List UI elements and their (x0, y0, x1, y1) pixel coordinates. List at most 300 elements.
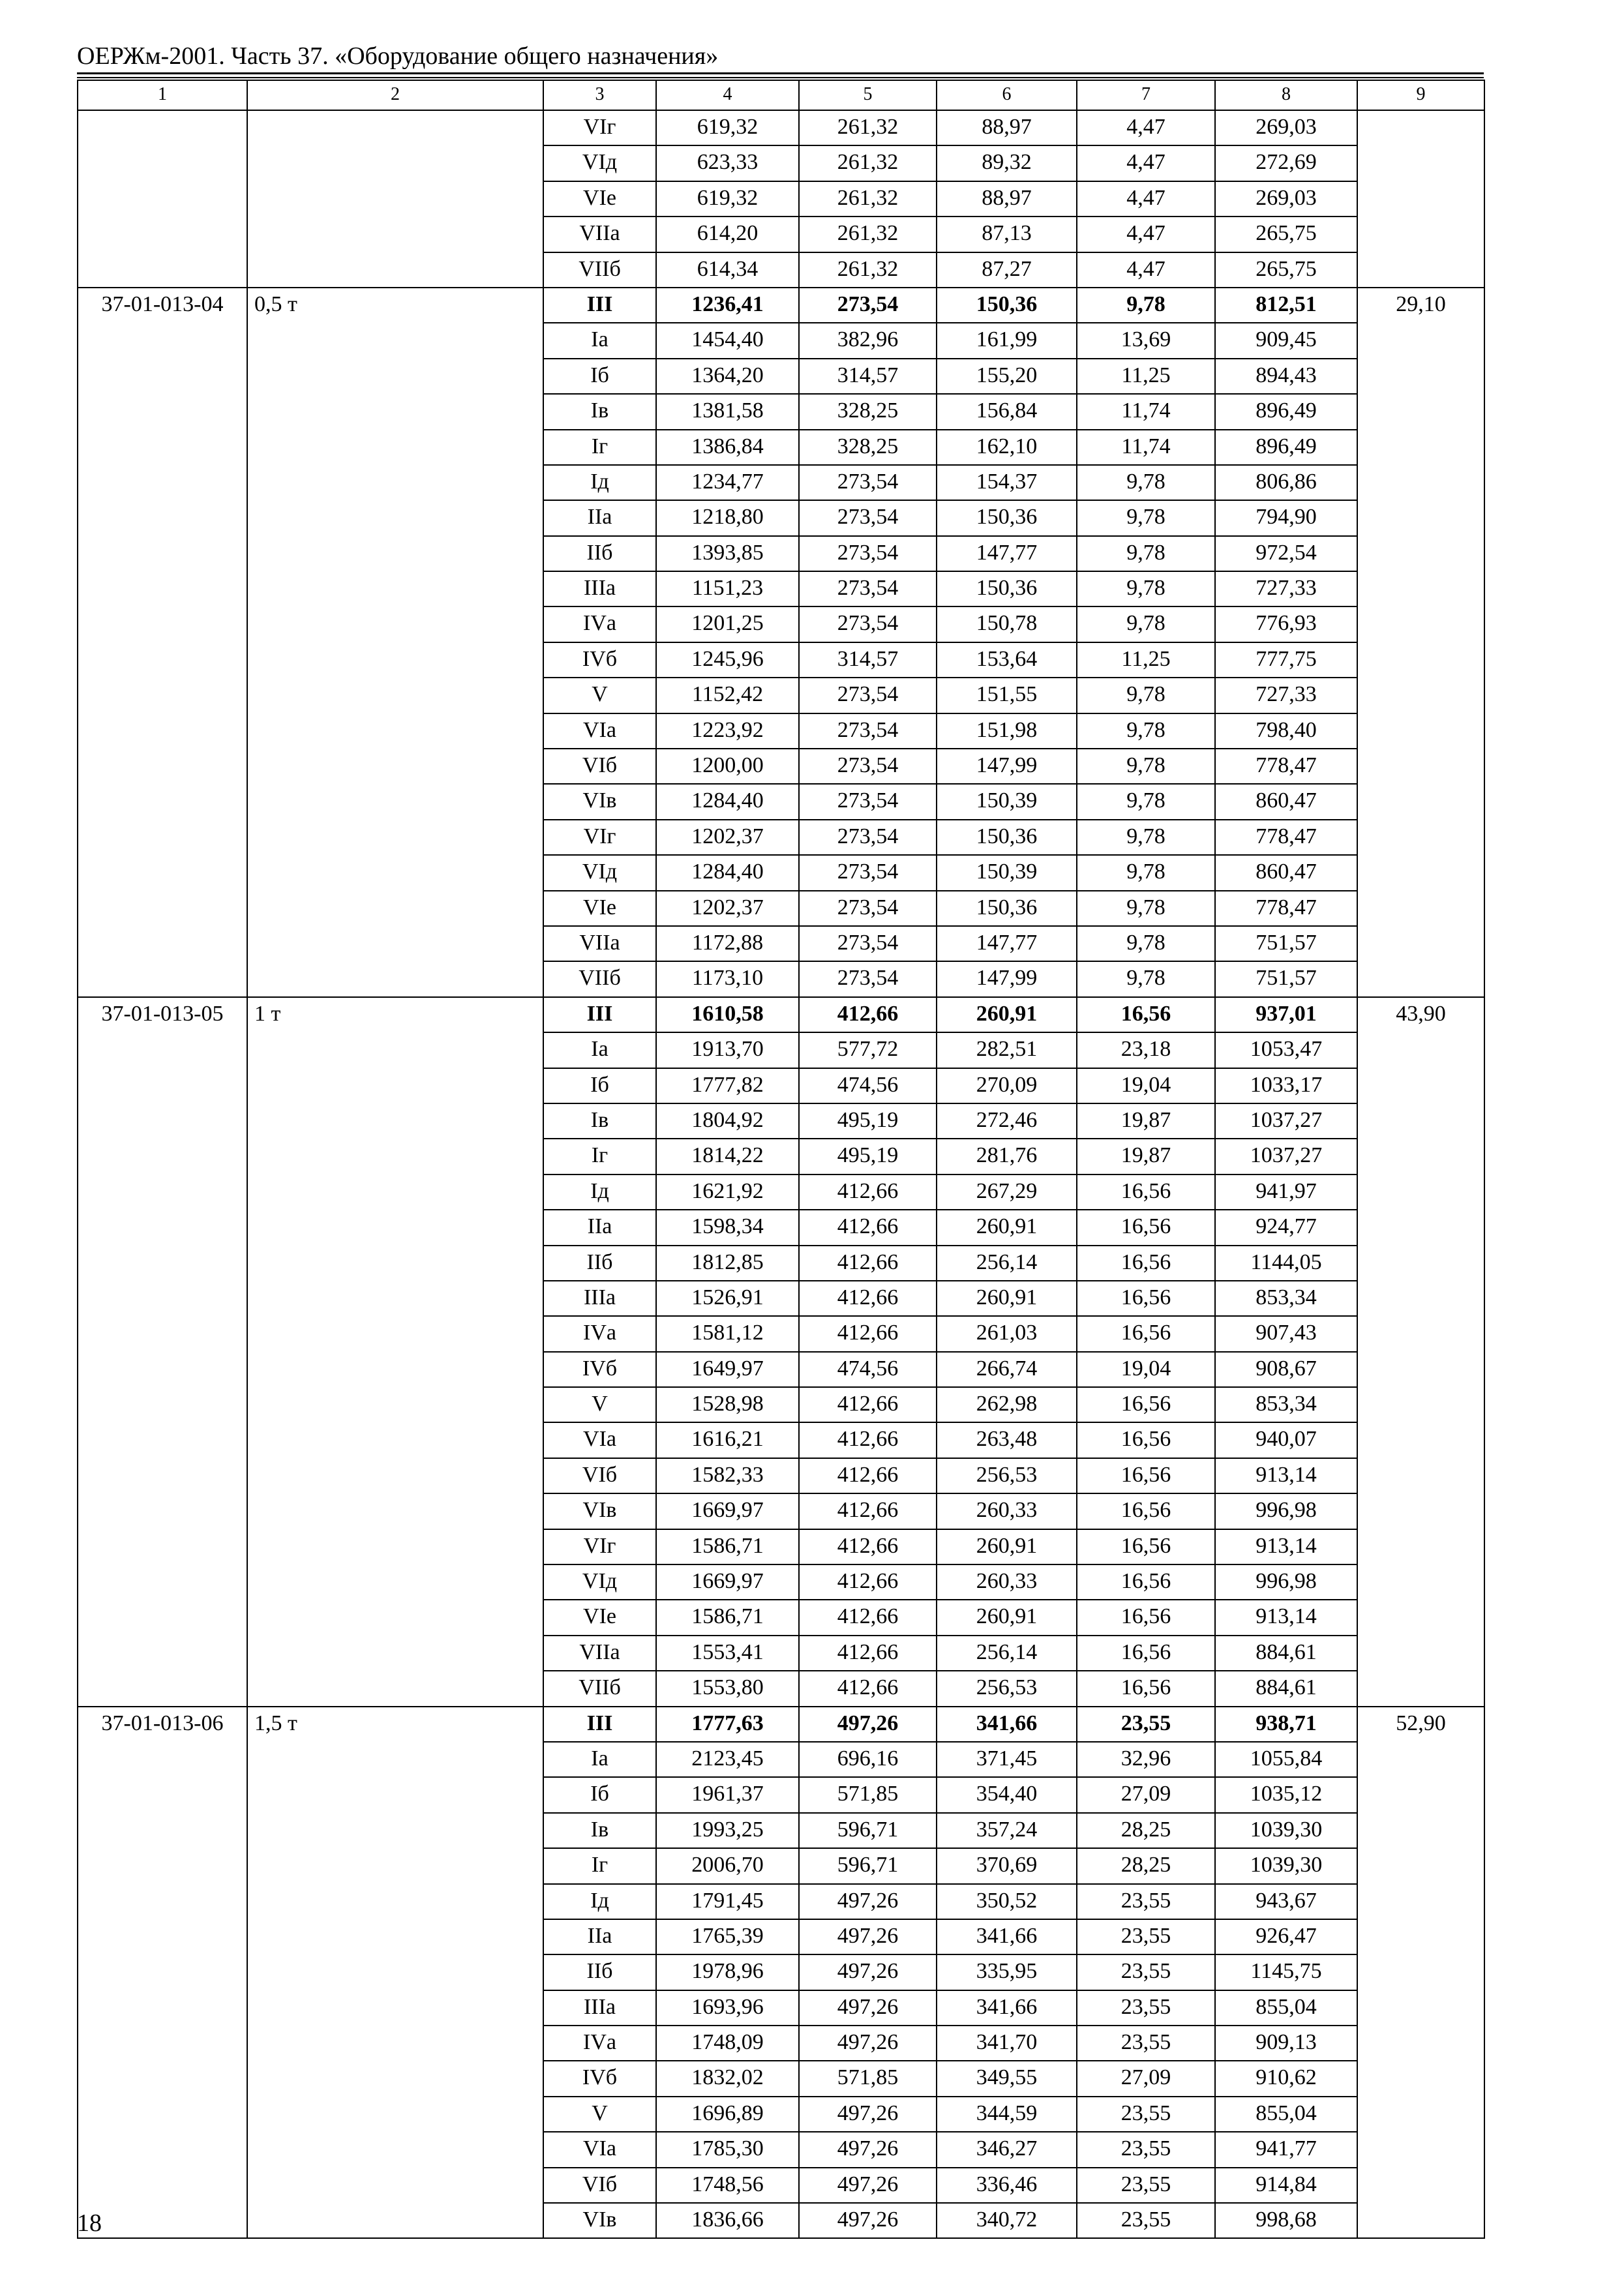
value-cell: 346,27 (937, 2132, 1077, 2167)
value-cell: 794,90 (1215, 500, 1357, 535)
value-cell: 11,74 (1077, 430, 1215, 465)
value-cell: 9,78 (1077, 855, 1215, 890)
variant-cell: Iб (543, 359, 656, 394)
value-cell: 151,55 (937, 678, 1077, 713)
variant-cell: Iб (543, 1777, 656, 1812)
value-cell: 9,78 (1077, 465, 1215, 500)
value-cell: 1381,58 (656, 394, 799, 429)
value-cell: 1055,84 (1215, 1742, 1357, 1777)
value-cell: 16,56 (1077, 1210, 1215, 1245)
value-cell: 273,54 (799, 713, 937, 749)
value-cell: 150,36 (937, 500, 1077, 535)
value-cell: 147,99 (937, 961, 1077, 996)
value-cell: 1748,56 (656, 2168, 799, 2203)
value-cell: 910,62 (1215, 2061, 1357, 2096)
value-cell: 344,59 (937, 2097, 1077, 2132)
variant-cell: VIв (543, 1493, 656, 1529)
value-cell: 151,98 (937, 713, 1077, 749)
value-cell: 4,47 (1077, 181, 1215, 217)
value-cell: 261,32 (799, 252, 937, 288)
value-cell: 16,56 (1077, 1422, 1215, 1458)
variant-cell: Iг (543, 1848, 656, 1883)
column-header: 9 (1357, 80, 1484, 110)
value-cell: 9,78 (1077, 500, 1215, 535)
value-cell: 28,25 (1077, 1848, 1215, 1883)
value-cell: 1598,34 (656, 1210, 799, 1245)
value-cell: 1386,84 (656, 430, 799, 465)
variant-cell: Iб (543, 1068, 656, 1103)
variant-cell: VIе (543, 891, 656, 926)
value-cell: 1669,97 (656, 1564, 799, 1600)
value-cell: 1234,77 (656, 465, 799, 500)
value-cell: 1037,27 (1215, 1139, 1357, 1174)
variant-cell: VIд (543, 145, 656, 181)
value-cell: 1978,96 (656, 1954, 799, 1990)
value-cell: 88,97 (937, 181, 1077, 217)
value-cell: 894,43 (1215, 359, 1357, 394)
value-cell: 412,66 (799, 1564, 937, 1600)
value-cell: 147,77 (937, 536, 1077, 571)
variant-cell: Iг (543, 430, 656, 465)
value-cell: 495,19 (799, 1139, 937, 1174)
value-cell: 1152,42 (656, 678, 799, 713)
value-cell: 1039,30 (1215, 1813, 1357, 1848)
variant-cell: V (543, 2097, 656, 2132)
value-cell: 1201,25 (656, 606, 799, 642)
value-cell: 16,56 (1077, 997, 1215, 1032)
value-cell: 4,47 (1077, 110, 1215, 145)
value-cell: 1526,91 (656, 1281, 799, 1316)
value-cell: 16,56 (1077, 1564, 1215, 1600)
value-cell: 273,54 (799, 855, 937, 890)
value-cell: 1832,02 (656, 2061, 799, 2096)
value-cell: 150,39 (937, 784, 1077, 819)
value-cell: 1693,96 (656, 1990, 799, 2026)
variant-cell: Iв (543, 1813, 656, 1848)
variant-cell: IIа (543, 1210, 656, 1245)
value-cell: 273,54 (799, 465, 937, 500)
value-cell: 1245,96 (656, 642, 799, 678)
value-cell: 260,33 (937, 1493, 1077, 1529)
variant-cell: IVб (543, 2061, 656, 2096)
variant-cell: IIб (543, 1954, 656, 1990)
variant-cell: VIб (543, 1458, 656, 1493)
value-cell: 1836,66 (656, 2203, 799, 2238)
value-cell: 751,57 (1215, 961, 1357, 996)
variant-cell: IIIа (543, 1990, 656, 2026)
value-cell: 354,40 (937, 1777, 1077, 1812)
table-header-row (78, 80, 1484, 110)
value-cell: 23,55 (1077, 2132, 1215, 2167)
value-cell: 89,32 (937, 145, 1077, 181)
value-cell: 1284,40 (656, 855, 799, 890)
value-cell: 150,36 (937, 571, 1077, 606)
variant-cell: VIа (543, 1422, 656, 1458)
value-cell: 314,57 (799, 359, 937, 394)
value-cell: 497,26 (799, 1954, 937, 1990)
value-cell: 262,98 (937, 1387, 1077, 1422)
value-cell: 263,48 (937, 1422, 1077, 1458)
value-cell: 328,25 (799, 394, 937, 429)
value-cell: 256,14 (937, 1636, 1077, 1671)
value-cell: 156,84 (937, 394, 1077, 429)
value-cell: 150,36 (937, 891, 1077, 926)
variant-cell: Iв (543, 394, 656, 429)
value-cell: 806,86 (1215, 465, 1357, 500)
column-header: 6 (937, 80, 1077, 110)
value-cell: 1553,41 (656, 1636, 799, 1671)
value-cell: 1172,88 (656, 926, 799, 961)
variant-cell: Iв (543, 1103, 656, 1139)
value-cell: 382,96 (799, 323, 937, 358)
column-header: 3 (543, 80, 656, 110)
value-cell: 1223,92 (656, 713, 799, 749)
value-cell: 972,54 (1215, 536, 1357, 571)
value-cell: 4,47 (1077, 217, 1215, 252)
value-cell: 9,78 (1077, 288, 1215, 323)
value-cell: 412,66 (799, 1422, 937, 1458)
variant-cell: IVа (543, 606, 656, 642)
value-cell: 147,99 (937, 749, 1077, 784)
value-cell: 860,47 (1215, 784, 1357, 819)
variant-cell: VIIб (543, 1671, 656, 1706)
value-cell: 16,56 (1077, 1246, 1215, 1281)
value-cell: 884,61 (1215, 1671, 1357, 1706)
value-cell: 19,04 (1077, 1068, 1215, 1103)
value-cell: 28,25 (1077, 1813, 1215, 1848)
variant-cell: IVб (543, 642, 656, 678)
value-cell: 261,32 (799, 110, 937, 145)
variant-cell: Iд (543, 465, 656, 500)
value-cell: 19,87 (1077, 1103, 1215, 1139)
value-cell: 812,51 (1215, 288, 1357, 323)
value-cell: 357,24 (937, 1813, 1077, 1848)
value-cell: 412,66 (799, 1387, 937, 1422)
value-cell: 147,77 (937, 926, 1077, 961)
table-row (78, 1707, 1484, 1742)
value-cell: 256,53 (937, 1458, 1077, 1493)
value-cell: 940,07 (1215, 1422, 1357, 1458)
value-cell: 266,74 (937, 1352, 1077, 1387)
variant-cell: Iа (543, 323, 656, 358)
value-cell: 88,97 (937, 110, 1077, 145)
value-cell: 23,55 (1077, 2168, 1215, 2203)
item-code-cell: 37-01-013-04 (78, 288, 247, 997)
value-cell: 412,66 (799, 1529, 937, 1564)
column-header: 4 (656, 80, 799, 110)
value-cell: 150,39 (937, 855, 1077, 890)
value-cell: 896,49 (1215, 430, 1357, 465)
variant-cell: Iд (543, 1884, 656, 1919)
value-cell: 1621,92 (656, 1174, 799, 1210)
value-cell: 272,46 (937, 1103, 1077, 1139)
value-cell: 727,33 (1215, 678, 1357, 713)
value-cell: 1053,47 (1215, 1032, 1357, 1068)
value-cell: 1236,41 (656, 288, 799, 323)
price-table (77, 80, 1485, 2239)
variant-cell: VIе (543, 1600, 656, 1635)
value-cell: 727,33 (1215, 571, 1357, 606)
value-cell: 776,93 (1215, 606, 1357, 642)
value-cell: 16,56 (1077, 1493, 1215, 1529)
mass-cell: 43,90 (1357, 997, 1484, 1707)
value-cell: 1151,23 (656, 571, 799, 606)
value-cell: 412,66 (799, 1210, 937, 1245)
value-cell: 1202,37 (656, 891, 799, 926)
item-name-cell: 0,5 т (247, 288, 543, 997)
value-cell: 16,56 (1077, 1600, 1215, 1635)
value-cell: 314,57 (799, 642, 937, 678)
variant-cell: Iа (543, 1742, 656, 1777)
value-cell: 23,18 (1077, 1032, 1215, 1068)
value-cell: 328,25 (799, 430, 937, 465)
value-cell: 1581,12 (656, 1316, 799, 1351)
value-cell: 1586,71 (656, 1600, 799, 1635)
value-cell: 853,34 (1215, 1281, 1357, 1316)
value-cell: 1173,10 (656, 961, 799, 996)
value-cell: 1777,82 (656, 1068, 799, 1103)
value-cell: 11,25 (1077, 359, 1215, 394)
value-cell: 1364,20 (656, 359, 799, 394)
value-cell: 9,78 (1077, 606, 1215, 642)
value-cell: 855,04 (1215, 2097, 1357, 2132)
value-cell: 1777,63 (656, 1707, 799, 1742)
variant-cell: IVа (543, 2026, 656, 2061)
value-cell: 497,26 (799, 1990, 937, 2026)
value-cell: 87,27 (937, 252, 1077, 288)
value-cell: 261,32 (799, 181, 937, 217)
value-cell: 412,66 (799, 1458, 937, 1493)
value-cell: 273,54 (799, 606, 937, 642)
value-cell: 1393,85 (656, 536, 799, 571)
value-cell: 272,69 (1215, 145, 1357, 181)
value-cell: 265,75 (1215, 252, 1357, 288)
value-cell: 778,47 (1215, 891, 1357, 926)
value-cell: 571,85 (799, 1777, 937, 1812)
value-cell: 1284,40 (656, 784, 799, 819)
value-cell: 778,47 (1215, 749, 1357, 784)
variant-cell: VIIа (543, 926, 656, 961)
value-cell: 412,66 (799, 1316, 937, 1351)
value-cell: 150,36 (937, 820, 1077, 855)
value-cell: 1961,37 (656, 1777, 799, 1812)
value-cell: 27,09 (1077, 2061, 1215, 2096)
value-cell: 497,26 (799, 2097, 937, 2132)
variant-cell: Iг (543, 1139, 656, 1174)
value-cell: 896,49 (1215, 394, 1357, 429)
value-cell: 924,77 (1215, 1210, 1357, 1245)
value-cell: 1039,30 (1215, 1848, 1357, 1883)
value-cell: 1528,98 (656, 1387, 799, 1422)
mass-cell: 29,10 (1357, 288, 1484, 997)
variant-cell: VIIб (543, 252, 656, 288)
value-cell: 9,78 (1077, 749, 1215, 784)
value-cell: 1037,27 (1215, 1103, 1357, 1139)
value-cell: 1218,80 (656, 500, 799, 535)
value-cell: 9,78 (1077, 678, 1215, 713)
value-cell: 269,03 (1215, 110, 1357, 145)
value-cell: 9,78 (1077, 571, 1215, 606)
value-cell: 260,33 (937, 1564, 1077, 1600)
column-header: 5 (799, 80, 937, 110)
value-cell: 1200,00 (656, 749, 799, 784)
value-cell: 150,36 (937, 288, 1077, 323)
item-code-cell (78, 110, 247, 288)
variant-cell: V (543, 1387, 656, 1422)
column-header: 7 (1077, 80, 1215, 110)
value-cell: 260,91 (937, 1210, 1077, 1245)
value-cell: 9,78 (1077, 784, 1215, 819)
value-cell: 937,01 (1215, 997, 1357, 1032)
value-cell: 1553,80 (656, 1671, 799, 1706)
value-cell: 412,66 (799, 1636, 937, 1671)
variant-cell: VIг (543, 110, 656, 145)
variant-cell: Iа (543, 1032, 656, 1068)
value-cell: 256,53 (937, 1671, 1077, 1706)
value-cell: 913,14 (1215, 1529, 1357, 1564)
value-cell: 281,76 (937, 1139, 1077, 1174)
table-row (78, 997, 1484, 1032)
variant-cell: III (543, 288, 656, 323)
value-cell: 908,67 (1215, 1352, 1357, 1387)
value-cell: 619,32 (656, 181, 799, 217)
value-cell: 497,26 (799, 1707, 937, 1742)
value-cell: 596,71 (799, 1813, 937, 1848)
value-cell: 853,34 (1215, 1387, 1357, 1422)
value-cell: 412,66 (799, 1174, 937, 1210)
value-cell: 1202,37 (656, 820, 799, 855)
value-cell: 497,26 (799, 2132, 937, 2167)
value-cell: 16,56 (1077, 1281, 1215, 1316)
value-cell: 941,97 (1215, 1174, 1357, 1210)
value-cell: 260,91 (937, 1281, 1077, 1316)
page-number: 18 (77, 2209, 102, 2237)
value-cell: 154,37 (937, 465, 1077, 500)
value-cell: 926,47 (1215, 1919, 1357, 1954)
value-cell: 1812,85 (656, 1246, 799, 1281)
value-cell: 153,64 (937, 642, 1077, 678)
value-cell: 16,56 (1077, 1636, 1215, 1671)
value-cell: 341,66 (937, 1919, 1077, 1954)
value-cell: 16,56 (1077, 1387, 1215, 1422)
value-cell: 497,26 (799, 1919, 937, 1954)
variant-cell: VIб (543, 749, 656, 784)
value-cell: 336,46 (937, 2168, 1077, 2203)
value-cell: 1669,97 (656, 1493, 799, 1529)
value-cell: 150,78 (937, 606, 1077, 642)
value-cell: 941,77 (1215, 2132, 1357, 2167)
value-cell: 273,54 (799, 536, 937, 571)
value-cell: 9,78 (1077, 536, 1215, 571)
header-rule (77, 72, 1484, 74)
value-cell: 161,99 (937, 323, 1077, 358)
value-cell: 1454,40 (656, 323, 799, 358)
variant-cell: VIв (543, 784, 656, 819)
value-cell: 909,13 (1215, 2026, 1357, 2061)
value-cell: 1696,89 (656, 2097, 799, 2132)
value-cell: 16,56 (1077, 1529, 1215, 1564)
variant-cell: IVб (543, 1352, 656, 1387)
value-cell: 1804,92 (656, 1103, 799, 1139)
value-cell: 907,43 (1215, 1316, 1357, 1351)
value-cell: 497,26 (799, 2168, 937, 2203)
value-cell: 1765,39 (656, 1919, 799, 1954)
value-cell: 998,68 (1215, 2203, 1357, 2238)
column-header: 1 (78, 80, 247, 110)
value-cell: 1785,30 (656, 2132, 799, 2167)
value-cell: 623,33 (656, 145, 799, 181)
item-code-cell: 37-01-013-05 (78, 997, 247, 1707)
value-cell: 341,66 (937, 1990, 1077, 2026)
value-cell: 497,26 (799, 2203, 937, 2238)
value-cell: 1649,97 (656, 1352, 799, 1387)
table-row (78, 110, 1484, 145)
mass-cell (1357, 110, 1484, 288)
variant-cell: VIIа (543, 217, 656, 252)
value-cell: 87,13 (937, 217, 1077, 252)
variant-cell: VIг (543, 820, 656, 855)
variant-cell: VIIб (543, 961, 656, 996)
variant-cell: VIд (543, 855, 656, 890)
value-cell: 341,70 (937, 2026, 1077, 2061)
variant-cell: IVа (543, 1316, 656, 1351)
value-cell: 1586,71 (656, 1529, 799, 1564)
value-cell: 23,55 (1077, 1990, 1215, 2026)
value-cell: 273,54 (799, 961, 937, 996)
value-cell: 273,54 (799, 678, 937, 713)
value-cell: 1616,21 (656, 1422, 799, 1458)
value-cell: 996,98 (1215, 1493, 1357, 1529)
value-cell: 162,10 (937, 430, 1077, 465)
value-cell: 412,66 (799, 1281, 937, 1316)
variant-cell: VIд (543, 1564, 656, 1600)
mass-cell: 52,90 (1357, 1707, 1484, 2239)
value-cell: 914,84 (1215, 2168, 1357, 2203)
value-cell: 1913,70 (656, 1032, 799, 1068)
value-cell: 341,66 (937, 1707, 1077, 1742)
value-cell: 267,29 (937, 1174, 1077, 1210)
value-cell: 371,45 (937, 1742, 1077, 1777)
value-cell: 273,54 (799, 749, 937, 784)
value-cell: 4,47 (1077, 145, 1215, 181)
value-cell: 349,55 (937, 2061, 1077, 2096)
value-cell: 335,95 (937, 1954, 1077, 1990)
value-cell: 16,56 (1077, 1458, 1215, 1493)
variant-cell: IIа (543, 1919, 656, 1954)
value-cell: 1144,05 (1215, 1246, 1357, 1281)
value-cell: 751,57 (1215, 926, 1357, 961)
variant-cell: VIа (543, 713, 656, 749)
value-cell: 1145,75 (1215, 1954, 1357, 1990)
column-header: 8 (1215, 80, 1357, 110)
value-cell: 696,16 (799, 1742, 937, 1777)
value-cell: 261,32 (799, 217, 937, 252)
value-cell: 256,14 (937, 1246, 1077, 1281)
item-code-cell: 37-01-013-06 (78, 1707, 247, 2239)
variant-cell: V (543, 678, 656, 713)
value-cell: 798,40 (1215, 713, 1357, 749)
value-cell: 273,54 (799, 820, 937, 855)
value-cell: 265,75 (1215, 217, 1357, 252)
variant-cell: IIIа (543, 1281, 656, 1316)
variant-cell: IIб (543, 1246, 656, 1281)
value-cell: 9,78 (1077, 961, 1215, 996)
value-cell: 619,32 (656, 110, 799, 145)
value-cell: 270,09 (937, 1068, 1077, 1103)
value-cell: 23,55 (1077, 1919, 1215, 1954)
value-cell: 614,20 (656, 217, 799, 252)
value-cell: 474,56 (799, 1068, 937, 1103)
